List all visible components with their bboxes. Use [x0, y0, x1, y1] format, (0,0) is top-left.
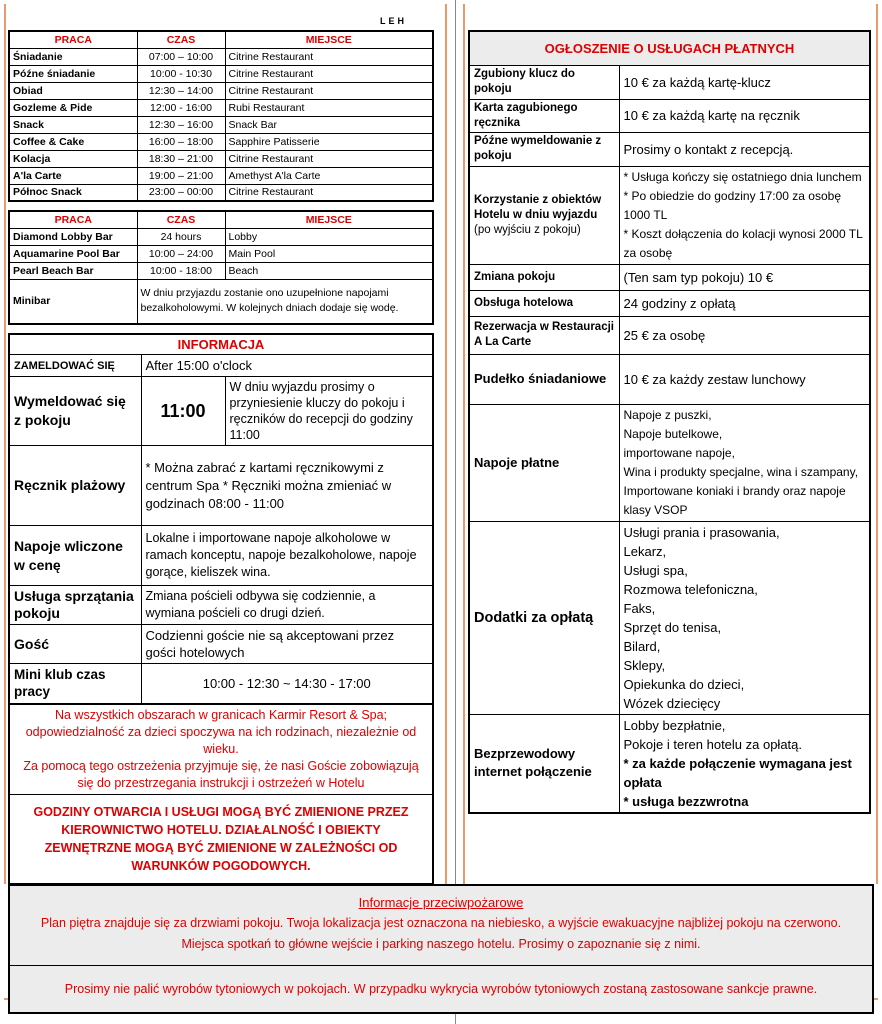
time-cell: 12:00 - 16:00 [137, 99, 225, 116]
table-row [9, 245, 433, 262]
meal-schedule-table [8, 30, 434, 202]
document-code: LEH [380, 16, 407, 26]
location-cell: Citrine Restaurant [225, 65, 433, 82]
checkout-time: 11:00 [141, 377, 225, 446]
activity-cell: Obiad [9, 82, 137, 99]
location-cell: Rubi Restaurant [225, 99, 433, 116]
table-row [469, 521, 870, 714]
table-row [469, 404, 870, 521]
warning-text [9, 704, 433, 795]
warning-instructions: Za pomocą tego ostrzeżenia przyjmuje się, że nasi Goście zobowiązują się do przestrzegania instrukcji i ostrzeżeń w Hotelu [23, 758, 419, 790]
service-value-line: * Po obiedzie do godziny 17:00 za osobę 1000 TL [623, 188, 841, 222]
towel-text [141, 446, 433, 526]
service-value-line: Pokoje i teren hotelu za opłatą. [623, 736, 803, 752]
information-table [8, 333, 434, 885]
towel-label: Ręcznik plażowy [9, 446, 141, 526]
table-row [9, 184, 433, 201]
time-cell: 16:00 – 18:00 [137, 133, 225, 150]
service-value-line: Bilard, [623, 638, 661, 654]
service-label-text: Dodatki za opłatą [474, 609, 594, 626]
service-value: (Ten sam typ pokoju) 10 € [619, 264, 870, 290]
service-value-line: Faks, [623, 600, 656, 616]
table-row [469, 65, 870, 99]
service-label-text: Obsługa hotelowa [474, 296, 574, 309]
guest-label: Gość [9, 625, 141, 664]
table-row [469, 714, 870, 813]
minibar-text: W dniu przyjazdu zostanie ono uzupełnione napojami bezalkoholowymi. W kolejnych dniach dodaje się wodę. [137, 279, 433, 324]
service-label [469, 99, 619, 132]
paid-services-table [468, 30, 871, 814]
table-row [469, 264, 870, 290]
towel-text-content: * Można zabrać z kartami ręcznikowymi z centrum Spa * Ręczniki można zmieniać w godzinach 08:00 - 11:00 [145, 459, 392, 511]
table-row [9, 228, 433, 245]
table-header-row [9, 211, 433, 228]
service-value-bold-line: * usługa bezzwrotna [623, 793, 749, 809]
time-cell: 07:00 – 10:00 [137, 48, 225, 65]
service-value-line: Lekarz, [623, 543, 667, 559]
service-value: Prosimy o kontakt z recepcją. [619, 132, 870, 166]
paid-services-title: OGŁOSZENIE O USŁUGACH PŁATNYCH [469, 31, 870, 65]
service-label-text: Pudełko śniadaniowe [474, 371, 607, 386]
table-header-row [9, 31, 433, 48]
column-header: CZAS [137, 211, 225, 228]
column-header: PRACA [9, 31, 137, 48]
service-label-text: Zgubiony klucz do pokoju [474, 68, 575, 95]
table-row [9, 116, 433, 133]
activity-cell: A'la Carte [9, 167, 137, 184]
table-row [9, 65, 433, 82]
table-row [9, 167, 433, 184]
service-value-line: Rozmowa telefoniczna, [623, 581, 758, 597]
time-cell: 12:30 – 14:00 [137, 82, 225, 99]
location-cell: Amethyst A'la Carte [225, 167, 433, 184]
warning-children: Na wszystkich obszarach w granicach Karmir Resort & Spa; odpowiedzialność za dzieci spoczywa na ich rodzinach, niezależnie od wieku. [25, 707, 417, 756]
location-cell: Citrine Restaurant [225, 48, 433, 65]
miniclub-value: 10:00 - 12:30 ~ 14:30 - 17:00 [141, 664, 433, 704]
service-label [469, 290, 619, 316]
bar-schedule-table [8, 210, 434, 325]
checkin-value: After 15:00 o'clock [141, 355, 433, 377]
table-row [469, 316, 870, 354]
cleaning-text: Zmiana pościeli odbywa się codziennie, a wymiana pościeli co drugi dzień. [141, 586, 433, 625]
guest-text: Codzienni goście nie są akceptowani przez gości hotelowych [141, 625, 433, 664]
service-value: 10 € za każdą kartę na ręcznik [619, 99, 870, 132]
service-value [619, 714, 870, 813]
table-row [469, 132, 870, 166]
activity-cell: Gozleme & Pide [9, 99, 137, 116]
service-value-line: Lobby bezpłatnie, [623, 717, 726, 733]
frame-line-left [4, 4, 6, 884]
activity-cell: Coffee & Cake [9, 133, 137, 150]
checkout-text: W dniu wyjazdu prosimy o przyniesienie kluczy do pokoju i ręczników do recepcji do godziny 11:00 [225, 377, 433, 446]
service-value: 24 godziny z opłatą [619, 290, 870, 316]
change-notice: GODZINY OTWARCIA I USŁUGI MOGĄ BYĆ ZMIENIONE PRZEZ KIEROWNICTWO HOTELU. DZIAŁALNOŚĆ I OBIEKTY ZEWNĘTRZNE MOGĄ BYĆ ZMIENIONE W ZALEŻNOŚCI OD WARUNKÓW POGODOWYCH. [9, 794, 433, 884]
service-label-text: Rezerwacja w Restauracji A La Carte [474, 321, 614, 348]
service-label [469, 65, 619, 99]
time-cell: 10:00 - 10:30 [137, 65, 225, 82]
minibar-label: Minibar [9, 279, 137, 324]
location-cell: Beach [225, 262, 433, 279]
table-row [9, 150, 433, 167]
service-value-line: Napoje z puszki, [623, 407, 712, 422]
service-value [619, 166, 870, 264]
service-value-bold-line: * za każde połączenie wymagana jest opłata [623, 755, 852, 790]
right-column [468, 30, 871, 814]
activity-cell: Północ Snack [9, 184, 137, 201]
column-header: MIEJSCE [225, 211, 433, 228]
service-label [469, 354, 619, 404]
time-cell: 24 hours [137, 228, 225, 245]
service-label-text: Późne wymeldowanie z pokoju [474, 135, 602, 162]
location-cell: Snack Bar [225, 116, 433, 133]
table-row [469, 99, 870, 132]
service-value-line: Sprzęt do tenisa, [623, 619, 722, 635]
service-value-line: * Koszt dołączenia do kolacji wynosi 2000 TL za osobę [623, 226, 863, 260]
service-label [469, 521, 619, 714]
cleaning-label: Usługa sprzątania pokoju [9, 586, 141, 625]
service-label-text: Zmiana pokoju [474, 270, 556, 283]
fire-safety-notice [10, 886, 872, 966]
service-value-line: Usługi prania i prasowania, [623, 524, 780, 540]
table-row [469, 166, 870, 264]
service-label-text: Korzystanie z obiektów Hotelu w dniu wyjazdu [474, 193, 602, 221]
column-header: MIEJSCE [225, 31, 433, 48]
drinks-text: Lokalne i importowane napoje alkoholowe w ramach konceptu, napoje bezalkoholowe, napoje gorące, kieliszek wina. [141, 526, 433, 586]
activity-cell: Snack [9, 116, 137, 133]
bottom-notices [8, 884, 874, 1014]
left-column [8, 18, 434, 885]
service-value-line: Wina i produkty specjalne, wina i szampany, [623, 464, 859, 479]
location-cell: Citrine Restaurant [225, 184, 433, 201]
activity-cell: Aquamarine Pool Bar [9, 245, 137, 262]
location-cell: Sapphire Patisserie [225, 133, 433, 150]
minibar-row [9, 279, 433, 324]
frame-line-mid-right [463, 4, 465, 884]
service-label-sub: (po wyjściu z pokoju) [474, 223, 581, 236]
service-label [469, 714, 619, 813]
activity-cell: Diamond Lobby Bar [9, 228, 137, 245]
service-value [619, 521, 870, 714]
location-cell: Citrine Restaurant [225, 82, 433, 99]
service-value [619, 404, 870, 521]
service-label [469, 404, 619, 521]
activity-cell: Późne śniadanie [9, 65, 137, 82]
service-value-line: Importowane koniaki i brandy oraz napoje klasy VSOP [623, 483, 846, 517]
location-cell: Main Pool [225, 245, 433, 262]
service-value-line: Wózek dziecięcy [623, 695, 721, 711]
column-header: CZAS [137, 31, 225, 48]
service-value-line: importowane napoje, [623, 445, 735, 460]
service-label [469, 166, 619, 264]
location-cell: Lobby [225, 228, 433, 245]
service-value-line: Opiekunka do dzieci, [623, 676, 745, 692]
checkout-label: Wymeldować się z pokoju [9, 377, 141, 446]
frame-line-right [876, 4, 878, 884]
service-value-line: Sklepy, [623, 657, 666, 673]
fire-safety-text: Plan piętra znajduje się za drzwiami pokoju. Twoja lokalizacja jest oznaczona na niebiesko, a wyjście ewakuacyjne najbliżej pokoju na czerwono. Miejsca spotkań to główne wejście i parking naszego hotelu. Prosimy o zapoznanie się z nimi. [40, 916, 842, 951]
service-label [469, 264, 619, 290]
table-row [9, 99, 433, 116]
activity-cell: Pearl Beach Bar [9, 262, 137, 279]
table-row [9, 48, 433, 65]
location-cell: Citrine Restaurant [225, 150, 433, 167]
table-row [9, 82, 433, 99]
time-cell: 19:00 – 21:00 [137, 167, 225, 184]
table-row [9, 133, 433, 150]
time-cell: 23:00 – 00:00 [137, 184, 225, 201]
time-cell: 10:00 – 24:00 [137, 245, 225, 262]
table-row [469, 354, 870, 404]
service-label-text: Napoje płatne [474, 454, 560, 470]
service-label-text: Karta zagubionego ręcznika [474, 101, 578, 129]
time-cell: 10:00 - 18:00 [137, 262, 225, 279]
miniclub-label: Mini klub czas pracy [9, 664, 141, 704]
activity-cell: Śniadanie [9, 48, 137, 65]
service-label [469, 316, 619, 354]
service-value-line: Napoje butelkowe, [623, 426, 723, 441]
time-cell: 12:30 – 16:00 [137, 116, 225, 133]
time-cell: 18:30 – 21:00 [137, 150, 225, 167]
drinks-label: Napoje wliczone w cenę [9, 526, 141, 586]
column-header: PRACA [9, 211, 137, 228]
table-row [469, 290, 870, 316]
checkin-label: ZAMELDOWAĆ SIĘ [9, 355, 141, 377]
no-smoking-notice: Prosimy nie palić wyrobów tytoniowych w pokojach. W przypadku wykrycia wyrobów tytoniowych zostaną zastosowane sankcje prawne. [64, 982, 818, 996]
service-value: 10 € za każdą kartę-klucz [619, 65, 870, 99]
service-label-text: Bezprzewodowy internet połączenie [474, 746, 592, 779]
service-value-line: * Usługa kończy się ostatniego dnia lunchem [623, 169, 862, 184]
information-title: INFORMACJA [9, 334, 433, 355]
service-value: 25 € za osobę [619, 316, 870, 354]
frame-line-mid-left [445, 4, 447, 884]
table-row [9, 262, 433, 279]
fold-line [455, 0, 456, 1024]
service-label [469, 132, 619, 166]
service-value: 10 € za każdy zestaw lunchowy [619, 354, 870, 404]
fire-safety-title: Informacje przeciwpożarowe [358, 895, 524, 910]
service-value-line: Usługi spa, [623, 562, 688, 578]
activity-cell: Kolacja [9, 150, 137, 167]
